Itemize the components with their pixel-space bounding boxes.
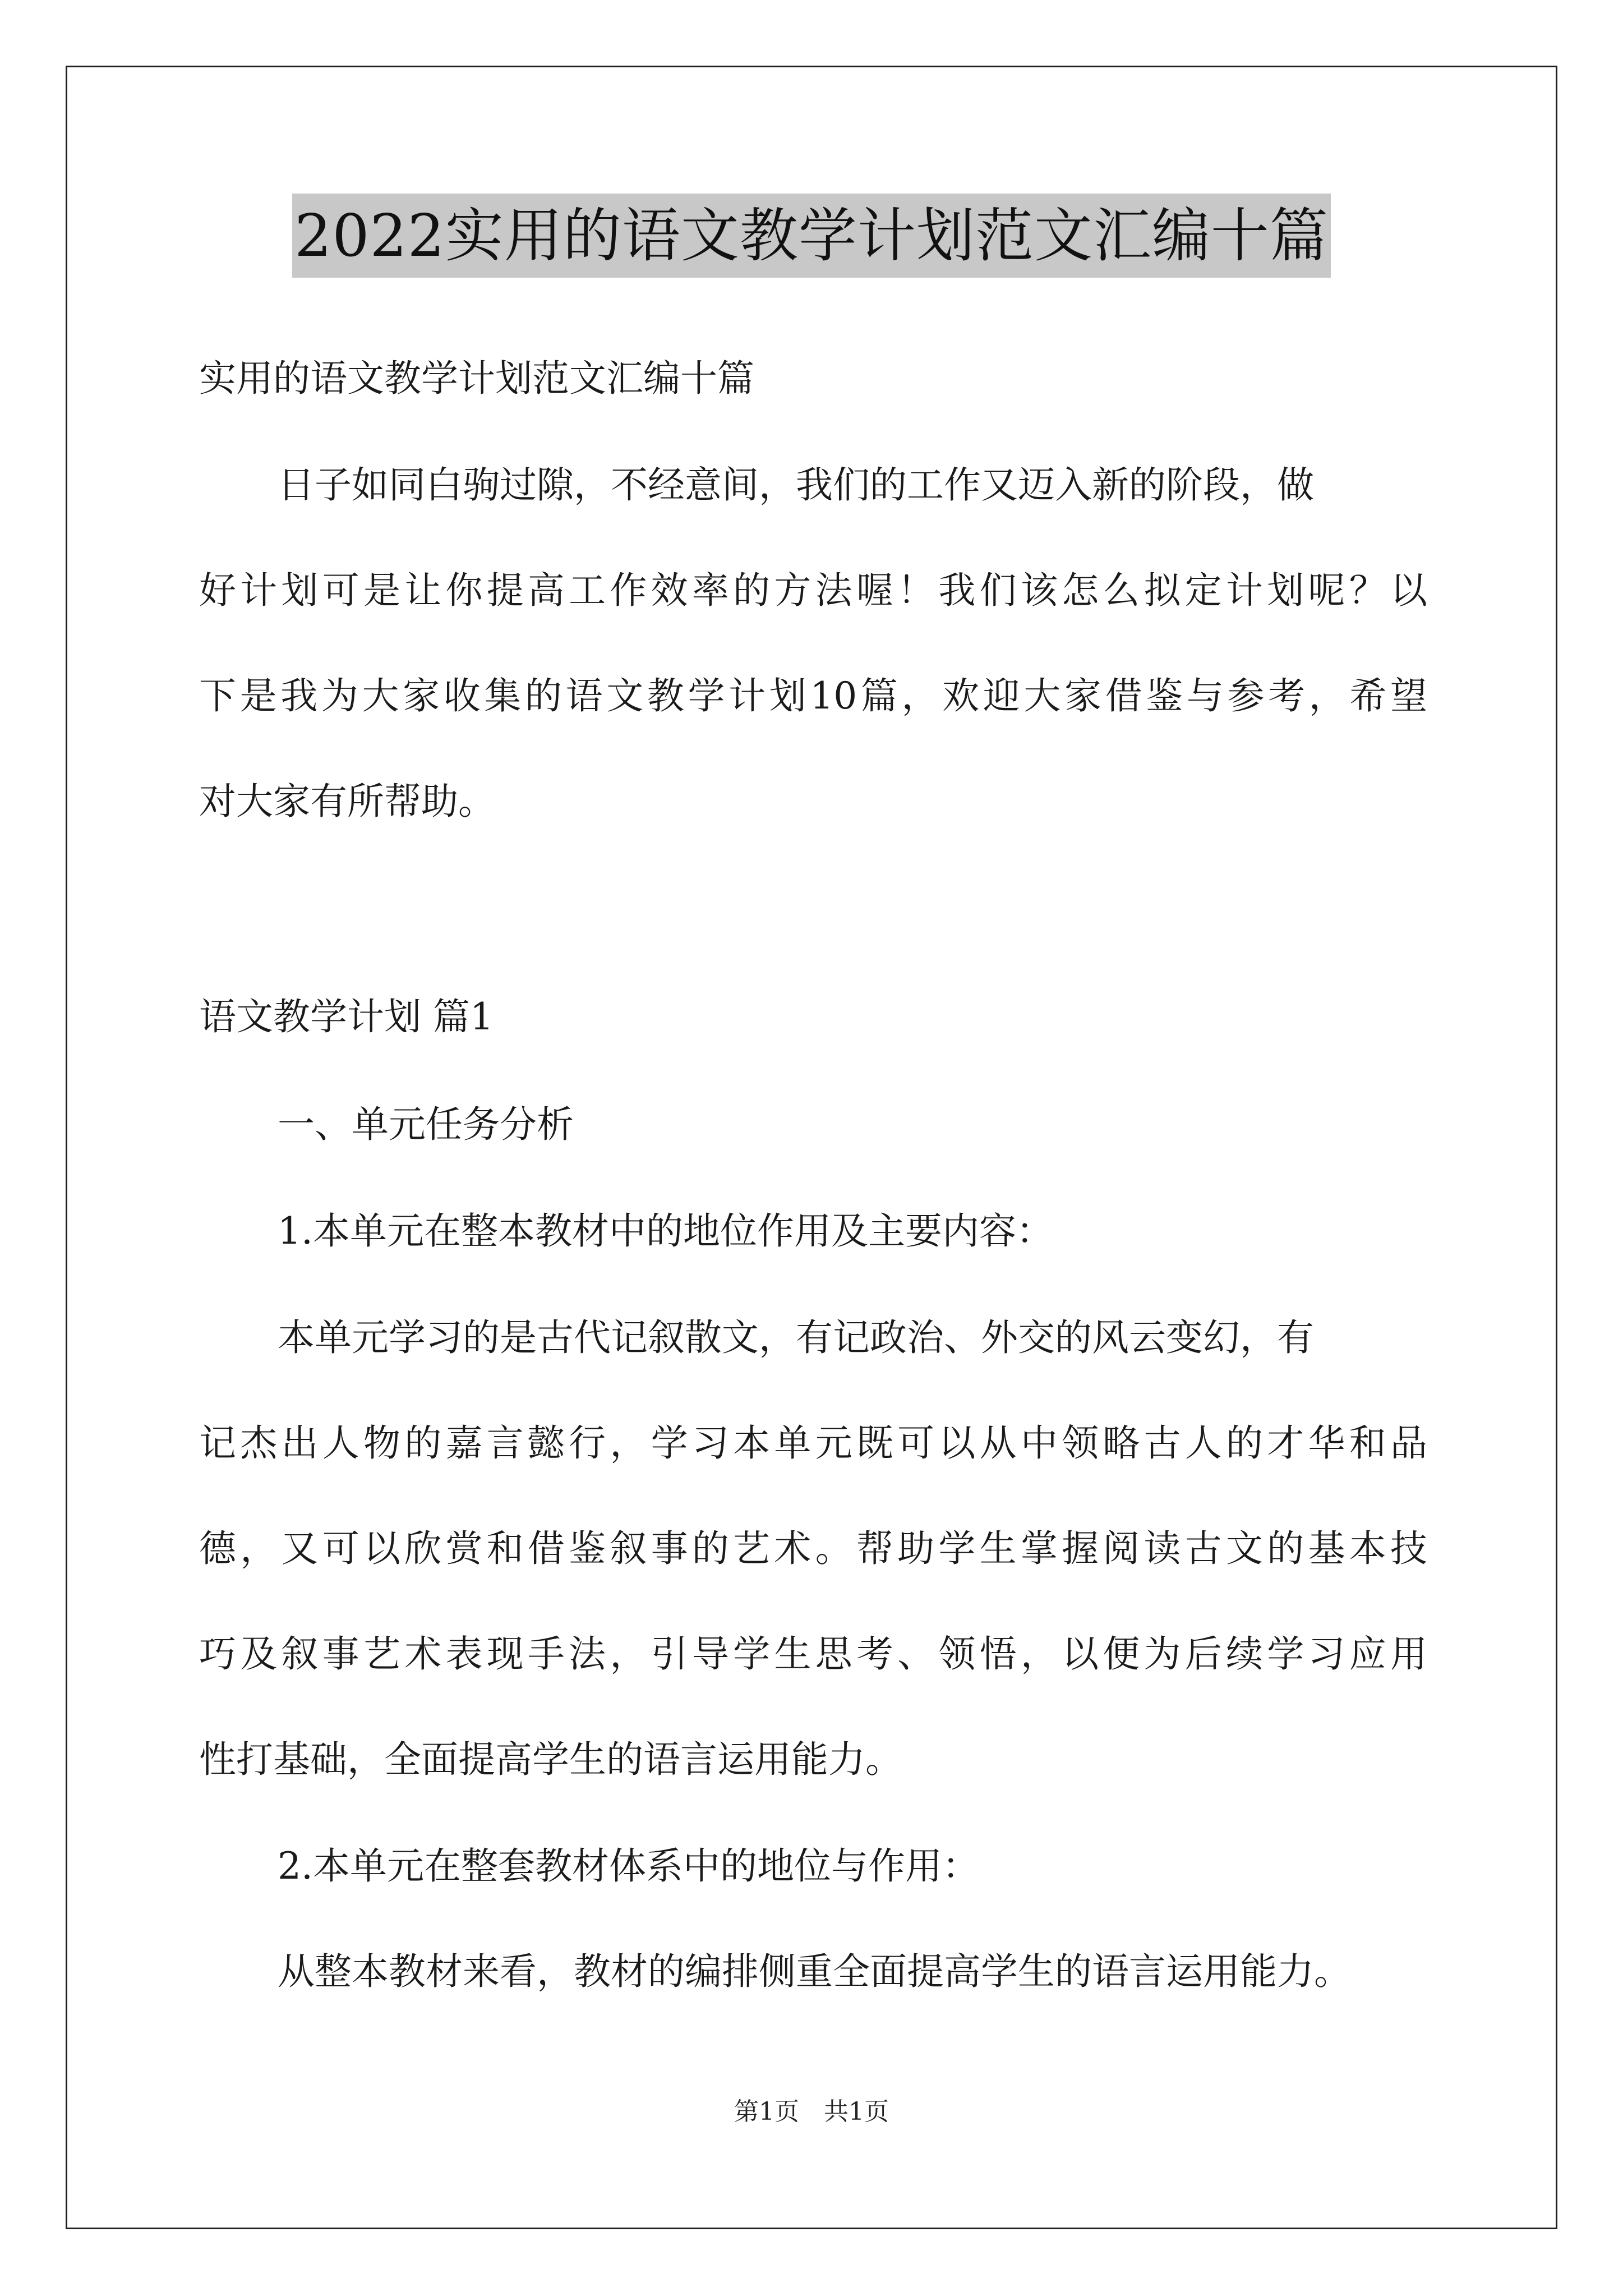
item-heading: 2.本单元在整套教材体系中的地位与作用： [278,1844,979,1888]
subtitle: 实用的语文教学计划范文汇编十篇 [199,357,754,400]
body-line: 本单元学习的是古代记叙散文，有记政治、外交的风云变幻，有 [278,1316,1314,1359]
body-line: 记杰出人物的嘉言懿行，学习本单元既可以从中领略古人的才华和品 [199,1421,1427,1465]
title-container [0,194,1623,278]
document-title: 2022实用的语文教学计划范文汇编十篇 [292,194,1331,278]
intro-line: 好计划可是让你提高工作效率的方法喔！我们该怎么拟定计划呢？以 [199,569,1427,612]
intro-line: 日子如同白驹过隙，不经意间，我们的工作又迈入新的阶段，做 [278,463,1314,507]
intro-line: 对大家有所帮助。 [199,780,495,823]
body-line: 性打基础，全面提高学生的语言运用能力。 [199,1738,902,1781]
body-line: 从整本教材来看，教材的编排侧重全面提高学生的语言运用能力。 [278,1950,1351,1993]
intro-line: 下是我为大家收集的语文教学计划10篇，欢迎大家借鉴与参考，希望 [199,674,1427,717]
page-footer [0,2095,1623,2129]
body-line: 巧及叙事艺术表现手法，引导学生思考、领悟，以便为后续学习应用 [199,1632,1427,1676]
page-total: 共1页 [824,2097,889,2126]
part-heading: 一、单元任务分析 [278,1103,574,1146]
item-heading: 1.本单元在整本教材中的地位作用及主要内容： [278,1209,1053,1253]
page-number: 第1页 [734,2097,799,2126]
section-heading: 语文教学计划 篇1 [199,995,494,1038]
body-line: 德，又可以欣赏和借鉴叙事的艺术。帮助学生掌握阅读古文的基本技 [199,1527,1427,1570]
